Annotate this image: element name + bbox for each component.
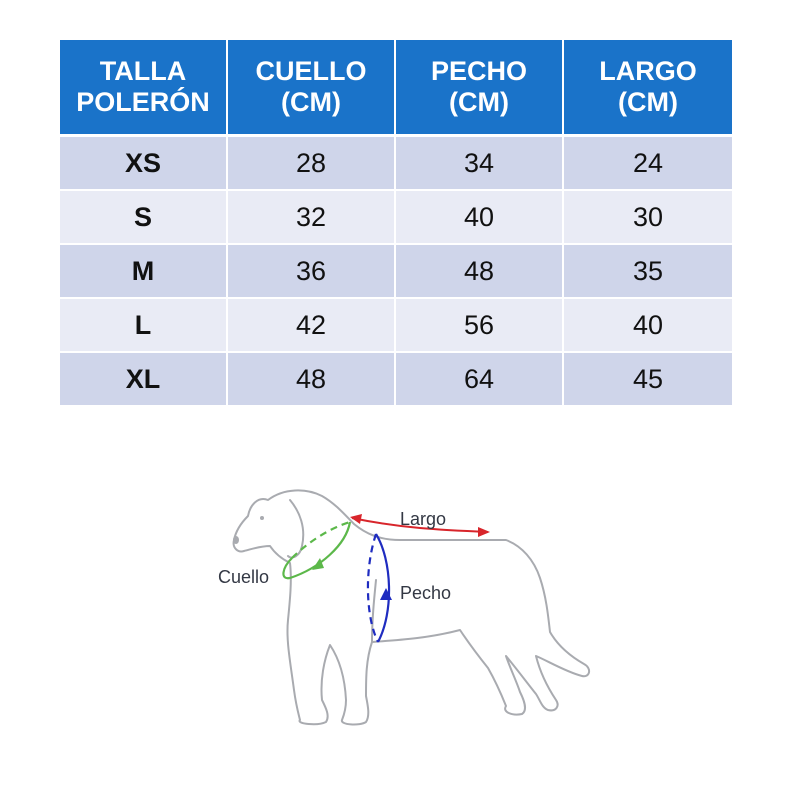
cuello-cell: 32 xyxy=(228,191,396,245)
cuello-ellipse-back xyxy=(292,522,350,558)
size-cell: S xyxy=(60,191,228,245)
pecho-arrow-head xyxy=(380,588,392,600)
header-line: LARGO xyxy=(599,56,697,86)
cuello-cell: 28 xyxy=(228,137,396,191)
cuello-arrow-head xyxy=(312,558,324,570)
table-header-row xyxy=(60,40,732,137)
header-line: (CM) xyxy=(449,87,509,117)
largo-arrow-head-right xyxy=(478,527,490,537)
header-line: (CM) xyxy=(618,87,678,117)
header-largo xyxy=(564,40,732,137)
cuello-cell: 48 xyxy=(228,353,396,407)
header-line: POLERÓN xyxy=(76,87,210,117)
header-line: (CM) xyxy=(281,87,341,117)
header-line: PECHO xyxy=(430,56,528,86)
pecho-cell: 48 xyxy=(396,245,564,299)
largo-label: Largo xyxy=(400,509,447,529)
header-talla xyxy=(60,40,228,137)
table-row xyxy=(60,353,732,407)
cuello-marker xyxy=(283,522,350,578)
pecho-cell: 64 xyxy=(396,353,564,407)
pecho-cell: 40 xyxy=(396,191,564,245)
size-cell: XL xyxy=(60,353,228,407)
cuello-cell: 42 xyxy=(228,299,396,353)
largo-cell: 24 xyxy=(564,137,732,191)
size-cell: XS xyxy=(60,137,228,191)
largo-cell: 30 xyxy=(564,191,732,245)
pecho-cell: 34 xyxy=(396,137,564,191)
table-row xyxy=(60,137,732,191)
header-line: TALLA xyxy=(99,56,187,86)
cuello-ellipse-front xyxy=(283,522,350,578)
table-row xyxy=(60,245,732,299)
table-row xyxy=(60,191,732,245)
header-cuello xyxy=(228,40,396,137)
size-cell: M xyxy=(60,245,228,299)
table-row xyxy=(60,299,732,353)
size-cell: L xyxy=(60,299,228,353)
dog-measurement-diagram xyxy=(0,440,792,792)
dog-eye xyxy=(260,516,264,520)
largo-cell: 35 xyxy=(564,245,732,299)
cuello-cell: 36 xyxy=(228,245,396,299)
largo-cell: 40 xyxy=(564,299,732,353)
cuello-label: Cuello xyxy=(218,567,270,587)
header-line: CUELLO xyxy=(255,56,367,86)
pecho-label: Pecho xyxy=(400,583,452,603)
header-pecho xyxy=(396,40,564,137)
pecho-cell: 56 xyxy=(396,299,564,353)
size-chart-table xyxy=(60,40,732,407)
largo-cell: 45 xyxy=(564,353,732,407)
pecho-ellipse-front xyxy=(376,534,389,642)
dog-nose xyxy=(233,536,239,544)
